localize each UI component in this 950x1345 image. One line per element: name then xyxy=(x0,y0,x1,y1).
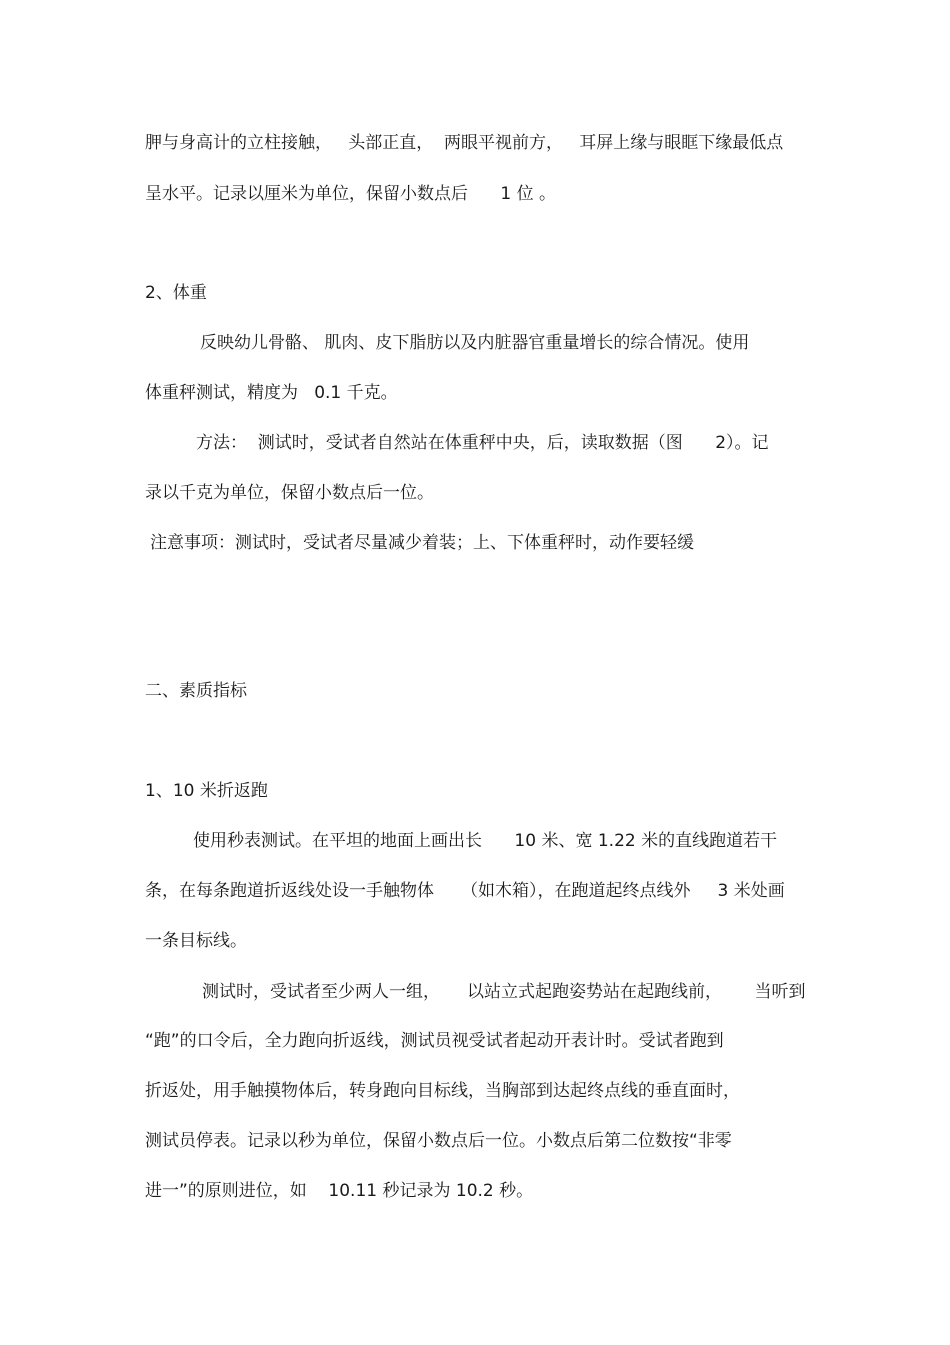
text-line: 录以千克为单位，保留小数点后一位。 xyxy=(145,483,434,503)
text-line: 进一”的原则进位，如 10.11 秒记录为 10.2 秒。 xyxy=(145,1181,534,1201)
text-line: 胛与身高计的立柱接触， 头部正直， 两眼平视前方， 耳屏上缘与眼眶下缘最低点 xyxy=(145,133,784,153)
text-line: 使用秒表测试。在平坦的地面上画出长 10 米、宽 1.22 米的直线跑道若干 xyxy=(193,831,778,851)
text-line: 反映幼儿骨骼、 肌肉、皮下脂肪以及内脏器官重量增长的综合情况。使用 xyxy=(200,333,750,353)
text-line: 体重秤测试，精度为 0.1 千克。 xyxy=(145,383,398,403)
text-line: “跑”的口令后，全力跑向折返线，测试员视受试者起动开表计时。受试者跑到 xyxy=(145,1031,724,1051)
section-heading: 2、体重 xyxy=(145,283,207,303)
text-line: 条，在每条跑道折返线处设一手触物体 （如木箱），在跑道起终点线外 3 米处画 xyxy=(145,881,785,901)
text-line: 一条目标线。 xyxy=(145,931,247,951)
text-line: 方法： 测试时，受试者自然站在体重秤中央，后，读取数据（图 2）。记 xyxy=(196,433,769,453)
text-line: 呈水平。记录以厘米为单位，保留小数点后 1 位 。 xyxy=(145,184,557,204)
section-heading: 二、素质指标 xyxy=(145,681,247,701)
section-heading: 1、10 米折返跑 xyxy=(145,781,268,801)
text-line: 注意事项：测试时，受试者尽量减少着装；上、下体重秤时，动作要轻缓 xyxy=(150,533,694,553)
text-line: 折返处，用手触摸物体后，转身跑向目标线，当胸部到达起终点线的垂直面时， xyxy=(145,1081,740,1101)
text-line: 测试时，受试者至少两人一组， 以站立式起跑姿势站在起跑线前， 当听到 xyxy=(202,982,806,1002)
text-line: 测试员停表。记录以秒为单位，保留小数点后一位。小数点后第二位数按“非零 xyxy=(145,1131,732,1151)
